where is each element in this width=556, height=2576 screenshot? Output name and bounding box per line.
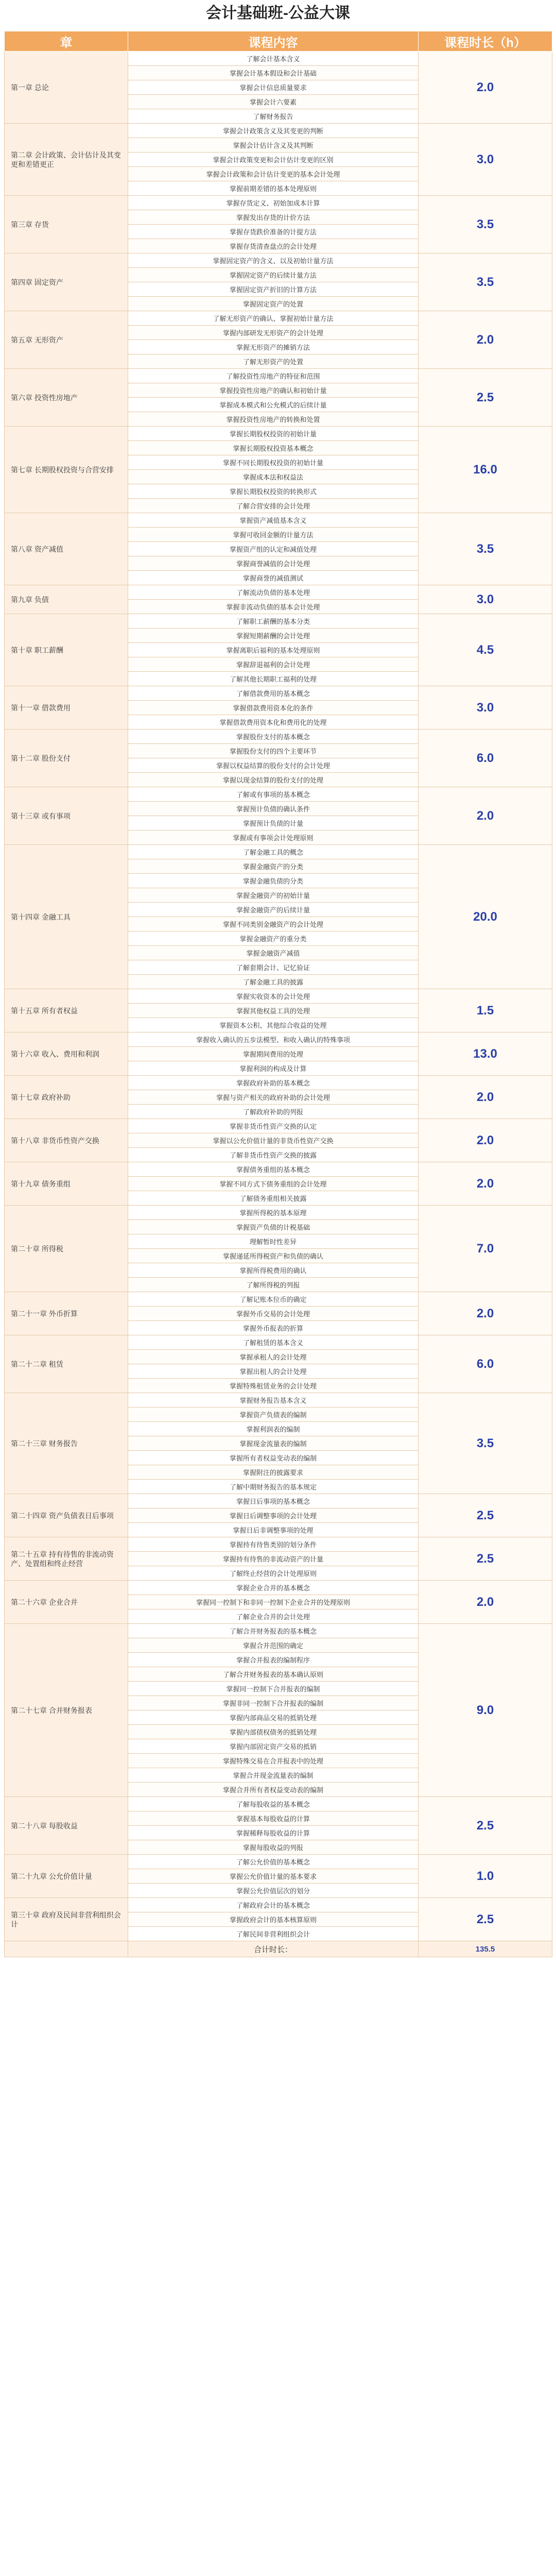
topic-cell: 掌握预计负债的计量 — [128, 816, 419, 831]
hours-cell: 4.5 — [419, 614, 552, 686]
topic-cell: 掌握会计政策含义及其变更的判断 — [128, 124, 419, 138]
chapter-cell: 第十七章 政府补助 — [5, 1076, 128, 1119]
table-row — [5, 686, 552, 701]
topic-cell: 掌握无形资产的摊销方法 — [128, 340, 419, 354]
topic-cell: 掌握非流动负债的基本会计处理 — [128, 600, 419, 614]
topic-cell: 掌握预计负债的确认条件 — [128, 802, 419, 816]
chapter-cell: 第二十四章 资产负债表日后事项 — [5, 1494, 128, 1537]
topic-cell: 了解非货币性资产交换的披露 — [128, 1148, 419, 1162]
chapter-cell: 第二十一章 外币折算 — [5, 1292, 128, 1335]
hours-cell: 6.0 — [419, 1335, 552, 1393]
hours-cell: 2.5 — [419, 1494, 552, 1537]
topic-cell: 掌握财务报告基本含义 — [128, 1393, 419, 1408]
chapter-cell: 第八章 资产减值 — [5, 513, 128, 585]
chapter-cell: 第十五章 所有者权益 — [5, 989, 128, 1032]
topic-cell: 掌握发出存货的计价方法 — [128, 210, 419, 225]
header-chapter: 章 — [5, 31, 128, 52]
hours-cell: 9.0 — [419, 1624, 552, 1797]
table-row — [5, 427, 552, 441]
topic-cell: 了解债务重组相关披露 — [128, 1191, 419, 1206]
topic-cell: 掌握政府会计的基本核算原则 — [128, 1912, 419, 1927]
topic-cell: 掌握成本模式和公允模式的后续计量 — [128, 398, 419, 412]
table-row — [5, 989, 552, 1004]
topic-cell: 了解所得税的列报 — [128, 1278, 419, 1292]
total-label: 合计时长： — [128, 1941, 419, 1957]
topic-cell: 掌握所得税的基本原理 — [128, 1206, 419, 1220]
chapter-cell: 第九章 负债 — [5, 585, 128, 614]
table-header-row — [5, 31, 552, 52]
topic-cell: 掌握金融资产的分类 — [128, 859, 419, 874]
topic-cell: 掌握前期差错的基本处理原则 — [128, 181, 419, 196]
topic-cell: 掌握商誉减值的会计处理 — [128, 556, 419, 571]
topic-cell: 了解套期会计、记忆验证 — [128, 960, 419, 975]
header-content: 课程内容 — [128, 31, 419, 52]
chapter-cell: 第二章 会计政策、会计估计及其变更和差错更正 — [5, 124, 128, 196]
chapter-cell: 第三十章 政府及民间非营利组织会计 — [5, 1898, 128, 1941]
chapter-cell: 第二十六章 企业合并 — [5, 1581, 128, 1624]
topic-cell: 掌握期间费用的处理 — [128, 1047, 419, 1061]
topic-cell: 掌握股份支付的基本概念 — [128, 730, 419, 744]
hours-cell: 3.5 — [419, 253, 552, 311]
topic-cell: 掌握金融负债的分类 — [128, 874, 419, 888]
topic-cell: 掌握固定资产的含义、以及初始计量方法 — [128, 253, 419, 268]
topic-cell: 掌握承租人的会计处理 — [128, 1350, 419, 1364]
topic-cell: 掌握资本公积、其他综合收益的处理 — [128, 1018, 419, 1032]
topic-cell: 掌握现金流量表的编制 — [128, 1436, 419, 1451]
table-row — [5, 52, 552, 66]
topic-cell: 掌握日后事项的基本概念 — [128, 1494, 419, 1509]
topic-cell: 掌握金融资产减值 — [128, 946, 419, 960]
topic-cell: 掌握每股收益的列报 — [128, 1840, 419, 1855]
hours-cell: 3.0 — [419, 124, 552, 196]
chapter-cell: 第二十章 所得税 — [5, 1206, 128, 1292]
hours-cell: 2.5 — [419, 1898, 552, 1941]
topic-cell: 掌握持有待售的非流动资产的计量 — [128, 1552, 419, 1566]
hours-cell: 2.5 — [419, 369, 552, 427]
topic-cell: 掌握公允价值计量的基本要求 — [128, 1869, 419, 1884]
topic-cell: 了解无形资产的处置 — [128, 354, 419, 369]
topic-cell: 掌握日后调整事项的会计处理 — [128, 1509, 419, 1523]
chapter-cell: 第十九章 债务重组 — [5, 1162, 128, 1206]
topic-cell: 掌握存货定义、初始加成本计算 — [128, 196, 419, 210]
topic-cell: 掌握所得税费用的确认 — [128, 1263, 419, 1278]
topic-cell: 掌握存货跌价准备的计提方法 — [128, 225, 419, 239]
table-row — [5, 614, 552, 629]
table-row — [5, 730, 552, 744]
table-row — [5, 1855, 552, 1869]
hours-cell: 2.0 — [419, 1076, 552, 1119]
table-row — [5, 1206, 552, 1220]
topic-cell: 掌握企业合并的基本概念 — [128, 1581, 419, 1595]
topic-cell: 了解无形资产的确认、掌握初始计量方法 — [128, 311, 419, 326]
topic-cell: 了解金融工具的披露 — [128, 975, 419, 989]
topic-cell: 掌握利润的构成及计算 — [128, 1061, 419, 1076]
topic-cell: 掌握会计估计含义及其判断 — [128, 138, 419, 152]
hours-cell: 3.5 — [419, 513, 552, 585]
topic-cell: 了解其他长期职工福利的处理 — [128, 672, 419, 686]
topic-cell: 掌握外币报表的折算 — [128, 1321, 419, 1335]
topic-cell: 掌握存货清查盘点的会计处理 — [128, 239, 419, 253]
chapter-cell: 第十章 职工薪酬 — [5, 614, 128, 686]
topic-cell: 掌握可收回金额的计量方法 — [128, 528, 419, 542]
topic-cell: 掌握与资产相关的政府补助的会计处理 — [128, 1090, 419, 1105]
table-row — [5, 1581, 552, 1595]
topic-cell: 理解暂时性差异 — [128, 1234, 419, 1249]
table-row — [5, 1898, 552, 1912]
topic-cell: 掌握金融资产的重分类 — [128, 931, 419, 946]
topic-cell: 掌握债务重组的基本概念 — [128, 1162, 419, 1177]
topic-cell: 掌握利润表的编制 — [128, 1422, 419, 1436]
hours-cell: 2.0 — [419, 311, 552, 369]
hours-cell: 2.0 — [419, 1292, 552, 1335]
topic-cell: 掌握外币交易的会计处理 — [128, 1307, 419, 1321]
table-row — [5, 311, 552, 326]
topic-cell: 掌握成本法和权益法 — [128, 470, 419, 484]
topic-cell: 掌握会计六要素 — [128, 95, 419, 109]
table-row — [5, 369, 552, 383]
topic-cell: 掌握特殊租赁业务的会计处理 — [128, 1379, 419, 1393]
chapter-cell: 第十三章 或有事项 — [5, 787, 128, 845]
topic-cell: 了解合营安排的会计处理 — [128, 499, 419, 513]
chapter-cell: 第二十九章 公允价值计量 — [5, 1855, 128, 1898]
topic-cell: 了解租赁的基本含义 — [128, 1335, 419, 1350]
hours-cell: 20.0 — [419, 845, 552, 989]
topic-cell: 掌握附注的披露要求 — [128, 1465, 419, 1480]
chapter-cell: 第十八章 非货币性资产交换 — [5, 1119, 128, 1162]
table-row — [5, 1797, 552, 1811]
hours-cell: 3.5 — [419, 196, 552, 253]
topic-cell: 掌握同一控制下和非同一控制下企业合并的处理原则 — [128, 1595, 419, 1609]
topic-cell: 了解或有事项的基本概念 — [128, 787, 419, 802]
topic-cell: 了解民间非营利组织会计 — [128, 1927, 419, 1941]
topic-cell: 掌握资产负债表的编制 — [128, 1408, 419, 1422]
table-row — [5, 253, 552, 268]
table-row — [5, 124, 552, 138]
table-row — [5, 585, 552, 600]
topic-cell: 了解终止经营的会计处理原则 — [128, 1566, 419, 1581]
hours-cell: 2.0 — [419, 52, 552, 124]
topic-cell: 掌握稀释每股收益的计算 — [128, 1826, 419, 1840]
hours-cell: 13.0 — [419, 1032, 552, 1076]
topic-cell: 掌握特殊交易在合并报表中的处理 — [128, 1754, 419, 1768]
chapter-cell: 第十一章 借款费用 — [5, 686, 128, 730]
topic-cell: 掌握长期股权投资的转换形式 — [128, 484, 419, 499]
topic-cell: 掌握固定资产的后续计量方法 — [128, 268, 419, 282]
topic-cell: 掌握内部固定资产交易的抵销 — [128, 1739, 419, 1754]
table-row — [5, 513, 552, 528]
hours-cell: 3.5 — [419, 1393, 552, 1494]
topic-cell: 掌握会计信息质量要求 — [128, 80, 419, 95]
topic-cell: 掌握内部商品交易的抵销处理 — [128, 1710, 419, 1725]
hours-cell: 2.0 — [419, 1162, 552, 1206]
chapter-cell: 第四章 固定资产 — [5, 253, 128, 311]
chapter-cell: 第五章 无形资产 — [5, 311, 128, 369]
chapter-cell: 第六章 投资性房地产 — [5, 369, 128, 427]
topic-cell: 掌握不同方式下债务重组的会计处理 — [128, 1177, 419, 1191]
header-hours: 课程时长（h） — [419, 31, 552, 52]
hours-cell: 7.0 — [419, 1206, 552, 1292]
topic-cell: 掌握长期股权投资的初始计量 — [128, 427, 419, 441]
hours-cell: 2.5 — [419, 1537, 552, 1581]
table-row — [5, 1119, 552, 1133]
total-spacer — [5, 1941, 128, 1957]
table-row — [5, 1537, 552, 1552]
topic-cell: 掌握所有者权益变动表的编制 — [128, 1451, 419, 1465]
topic-cell: 掌握会计政策和会计估计变更的基本会计处理 — [128, 167, 419, 181]
topic-cell: 掌握以权益结算的股份支付的会计处理 — [128, 758, 419, 773]
topic-cell: 掌握内部债权债务的抵销处理 — [128, 1725, 419, 1739]
topic-cell: 掌握不同类别金融资产的会计处理 — [128, 917, 419, 931]
chapter-cell: 第一章 总论 — [5, 52, 128, 124]
hours-cell: 2.0 — [419, 1119, 552, 1162]
total-row — [5, 1941, 552, 1957]
topic-cell: 掌握金融资产的初始计量 — [128, 888, 419, 903]
topic-cell: 掌握出租人的会计处理 — [128, 1364, 419, 1379]
table-row — [5, 845, 552, 859]
topic-cell: 了解金融工具的概念 — [128, 845, 419, 859]
topic-cell: 掌握长期股权投资基本概念 — [128, 441, 419, 455]
topic-cell: 掌握投资性房地产的确认和初始计量 — [128, 383, 419, 398]
topic-cell: 掌握金融资产的后续计量 — [128, 903, 419, 917]
table-row — [5, 1292, 552, 1307]
chapter-cell: 第二十七章 合并财务报表 — [5, 1624, 128, 1797]
table-row — [5, 1335, 552, 1350]
topic-cell: 掌握合并现金流量表的编制 — [128, 1768, 419, 1783]
topic-cell: 掌握同一控制下合并报表的编制 — [128, 1682, 419, 1696]
topic-cell: 掌握短期薪酬的会计处理 — [128, 629, 419, 643]
topic-cell: 掌握会计政策变更和会计估计变更的区别 — [128, 152, 419, 167]
topic-cell: 掌握其他权益工具的处理 — [128, 1004, 419, 1018]
hours-cell: 3.0 — [419, 585, 552, 614]
topic-cell: 掌握股份支付的四个主要环节 — [128, 744, 419, 758]
hours-cell: 2.0 — [419, 1581, 552, 1624]
table-row — [5, 196, 552, 210]
chapter-cell: 第七章 长期股权投资与合营安排 — [5, 427, 128, 513]
topic-cell: 掌握非同一控制下合并报表的编制 — [128, 1696, 419, 1710]
topic-cell: 了解合并财务报表的基本确认原则 — [128, 1667, 419, 1682]
topic-cell: 掌握商誉的减值测试 — [128, 571, 419, 585]
topic-cell: 掌握基本每股收益的计算 — [128, 1811, 419, 1826]
hours-cell: 2.5 — [419, 1797, 552, 1855]
table-row — [5, 1162, 552, 1177]
topic-cell: 了解借款费用的基本概念 — [128, 686, 419, 701]
topic-cell: 了解职工薪酬的基本分类 — [128, 614, 419, 629]
table-body — [5, 52, 552, 1957]
topic-cell: 掌握资产组的认定和减值处理 — [128, 542, 419, 556]
topic-cell: 掌握投资性房地产的转换和处置 — [128, 412, 419, 427]
topic-cell: 掌握政府补助的基本概念 — [128, 1076, 419, 1090]
topic-cell: 了解记账本位币的确定 — [128, 1292, 419, 1307]
topic-cell: 掌握或有事项会计处理原则 — [128, 831, 419, 845]
topic-cell: 掌握离职后福利的基本处理原则 — [128, 643, 419, 657]
topic-cell: 了解投资性房地产的特征和范围 — [128, 369, 419, 383]
topic-cell: 了解会计基本含义 — [128, 52, 419, 66]
table-row — [5, 1032, 552, 1047]
total-hours: 135.5 — [419, 1941, 552, 1957]
topic-cell: 掌握固定资产的处置 — [128, 297, 419, 311]
topic-cell: 掌握收入确认的五步法模型、和收入确认的特殊事项 — [128, 1032, 419, 1047]
page-title: 会计基础班-公益大课 — [206, 5, 350, 22]
chapter-cell: 第二十八章 每股收益 — [5, 1797, 128, 1855]
topic-cell: 掌握以现金结算的股份支付的处理 — [128, 773, 419, 787]
topic-cell: 掌握非货币性资产交换的认定 — [128, 1119, 419, 1133]
topic-cell: 了解公允价值的基本概念 — [128, 1855, 419, 1869]
topic-cell: 掌握合并所有者权益变动表的编制 — [128, 1783, 419, 1797]
chapter-cell: 第十二章 股份支付 — [5, 730, 128, 787]
topic-cell: 掌握持有待售类别的划分条件 — [128, 1537, 419, 1552]
table-row — [5, 787, 552, 802]
topic-cell: 掌握借款费用资本化的条件 — [128, 701, 419, 715]
topic-cell: 掌握借款费用资本化和费用化的处理 — [128, 715, 419, 730]
table-row — [5, 1494, 552, 1509]
topic-cell: 了解合并财务报表的基本概念 — [128, 1624, 419, 1638]
topic-cell: 了解政府会计的基本概念 — [128, 1898, 419, 1912]
chapter-cell: 第二十三章 财务报告 — [5, 1393, 128, 1494]
hours-cell: 1.5 — [419, 989, 552, 1032]
topic-cell: 掌握以公允价值计量的非货币性资产交换 — [128, 1133, 419, 1148]
chapter-cell: 第二十二章 租赁 — [5, 1335, 128, 1393]
topic-cell: 掌握递延所得税资产和负债的确认 — [128, 1249, 419, 1263]
hours-cell: 16.0 — [419, 427, 552, 513]
hours-cell: 2.0 — [419, 787, 552, 845]
topic-cell: 了解财务报告 — [128, 109, 419, 124]
table-row — [5, 1393, 552, 1408]
topic-cell: 掌握不同长期股权投资的初始计量 — [128, 455, 419, 470]
topic-cell: 掌握固定资产折旧的计算方法 — [128, 282, 419, 297]
topic-cell: 掌握合并报表的编制程序 — [128, 1653, 419, 1667]
topic-cell: 掌握日后非调整事项的处理 — [128, 1523, 419, 1537]
topic-cell: 了解中期财务报告的基本规定 — [128, 1480, 419, 1494]
topic-cell: 了解流动负债的基本处理 — [128, 585, 419, 600]
topic-cell: 掌握公允价值层次的划分 — [128, 1884, 419, 1898]
topic-cell: 掌握资产减值基本含义 — [128, 513, 419, 528]
chapter-cell: 第三章 存货 — [5, 196, 128, 253]
table-row — [5, 1624, 552, 1638]
topic-cell: 掌握辞退福利的会计处理 — [128, 657, 419, 672]
chapter-cell: 第二十五章 持有待售的非流动资产、处置组和终止经营 — [5, 1537, 128, 1581]
topic-cell: 掌握资产负债的计税基础 — [128, 1220, 419, 1234]
topic-cell: 了解企业合并的会计处理 — [128, 1609, 419, 1624]
topic-cell: 了解每股收益的基本概念 — [128, 1797, 419, 1811]
chapter-cell: 第十六章 收入、费用和利润 — [5, 1032, 128, 1076]
chapter-cell: 第十四章 金融工具 — [5, 845, 128, 989]
hours-cell: 6.0 — [419, 730, 552, 787]
topic-cell: 了解政府补助的列报 — [128, 1105, 419, 1119]
course-table — [4, 31, 552, 1957]
topic-cell: 掌握实收资本的会计处理 — [128, 989, 419, 1004]
topic-cell: 掌握合并范围的确定 — [128, 1638, 419, 1653]
hours-cell: 3.0 — [419, 686, 552, 730]
course-table-wrapper — [4, 31, 552, 1957]
topic-cell: 掌握内部研发无形资产的会计处理 — [128, 326, 419, 340]
topic-cell: 掌握会计基本假设和会计基础 — [128, 66, 419, 80]
table-row — [5, 1076, 552, 1090]
hours-cell: 1.0 — [419, 1855, 552, 1898]
